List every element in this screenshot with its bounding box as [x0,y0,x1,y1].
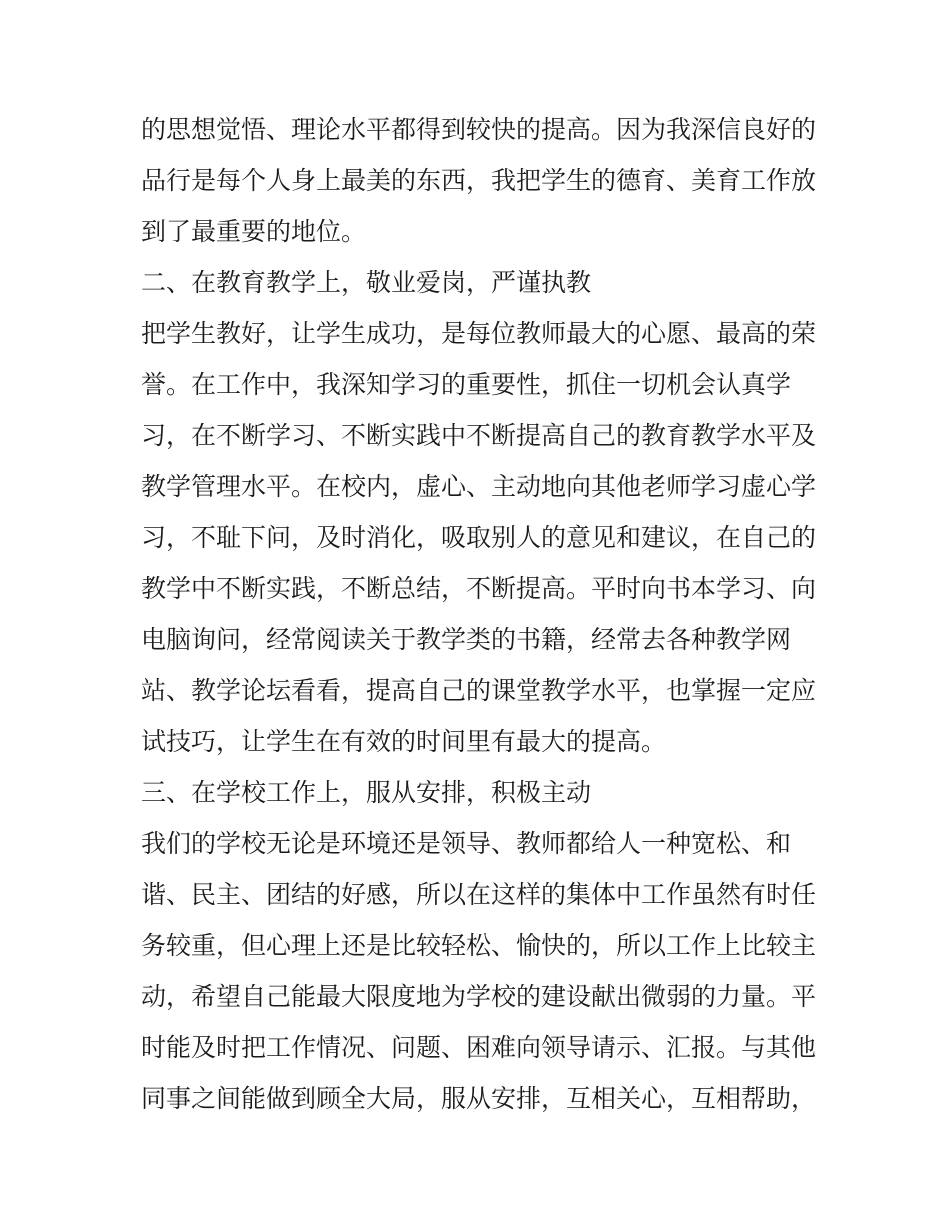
text-line: 动，希望自己能最大限度地为学校的建设献出微弱的力量。平 [141,982,817,1011]
section-heading-3: 三、在学校工作上，服从安排，积极主动 [141,778,592,807]
text-line: 务较重，但心理上还是比较轻松、愉快的，所以工作上比较主 [141,931,817,960]
text-line: 誉。在工作中，我深知学习的重要性，抓住一切机会认真学 [141,370,792,399]
text-line: 品行是每个人身上最美的东西，我把学生的德育、美育工作放 [141,166,817,195]
text-line: 谐、民主、团结的好感，所以在这样的集体中工作虽然有时任 [141,880,817,909]
text-line: 把学生教好，让学生成功，是每位教师最大的心愿、最高的荣 [141,319,817,348]
text-line: 我们的学校无论是环境还是领导、教师都给人一种宽松、和 [141,829,792,858]
text-line: 的思想觉悟、理论水平都得到较快的提高。因为我深信良好的 [141,115,817,144]
text-line: 站、教学论坛看看，提高自己的课堂教学水平，也掌握一定应 [141,676,817,705]
text-line: 时能及时把工作情况、问题、困难向领导请示、汇报。与其他 [141,1033,817,1062]
text-line: 习，不耻下问，及时消化，吸取别人的意见和建议，在自己的 [141,523,817,552]
text-line: 同事之间能做到顾全大局，服从安排，互相关心，互相帮助， [141,1084,817,1113]
text-line: 教学管理水平。在校内，虚心、主动地向其他老师学习虚心学 [141,472,817,501]
section-heading-2: 二、在教育教学上，敬业爱岗，严谨执教 [141,268,592,297]
text-line: 习，在不断学习、不断实践中不断提高自己的教育教学水平及 [141,421,817,450]
text-line: 到了最重要的地位。 [141,217,367,246]
text-line: 试技巧，让学生在有效的时间里有最大的提高。 [141,727,667,756]
text-line: 教学中不断实践，不断总结，不断提高。平时向书本学习、向 [141,574,817,603]
text-line: 电脑询问，经常阅读关于教学类的书籍，经常去各种教学网 [141,625,792,654]
